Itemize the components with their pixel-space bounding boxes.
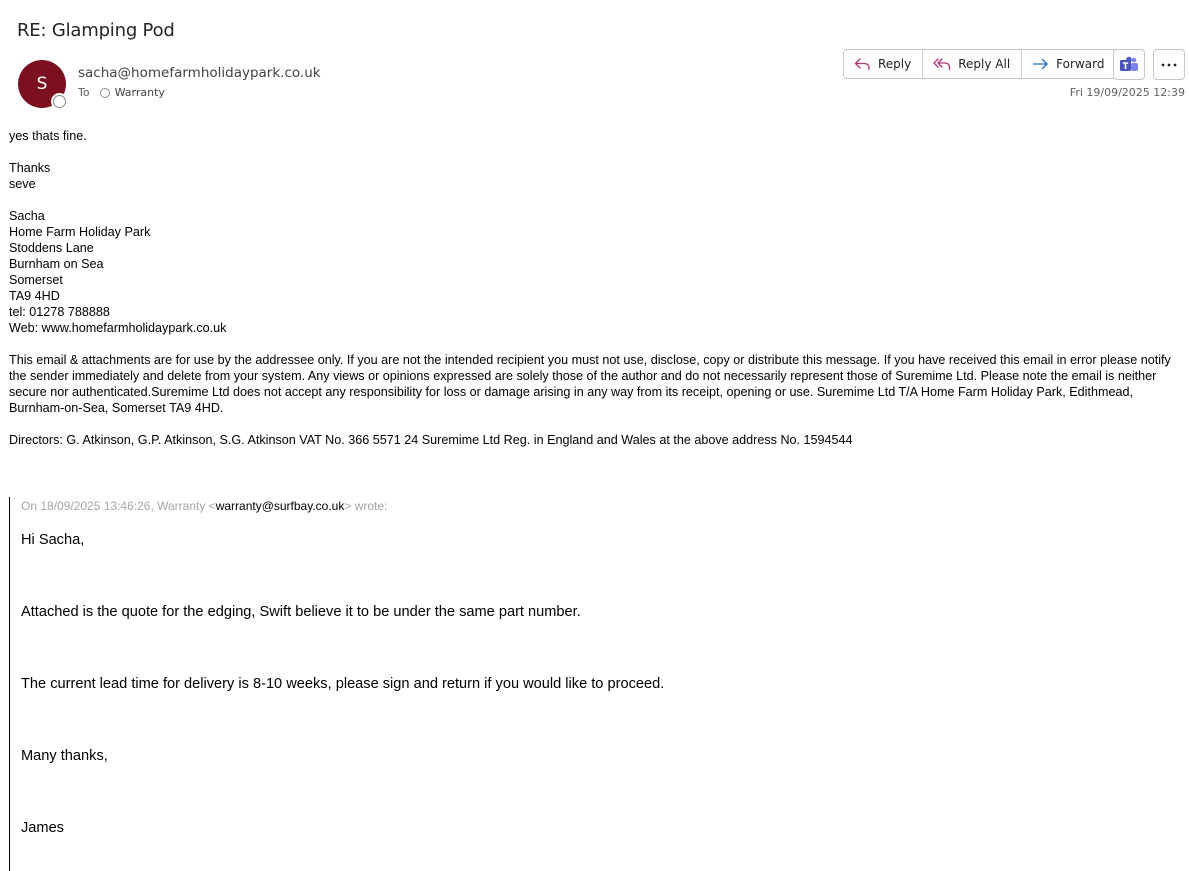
quoted-message [9,497,1184,871]
quote-signoff-name: James [21,820,64,836]
body-line: yes thats fine. [9,129,87,143]
reply-label: Reply [878,57,912,71]
quote-closing: Many thanks, [21,748,108,764]
recipient-presence-icon [100,88,110,98]
more-options-button[interactable] [1153,49,1185,80]
signature-line: TA9 4HD [9,289,60,303]
quote-header [21,499,1184,513]
forward-button[interactable] [1022,50,1115,78]
quote-paragraph: Attached is the quote for the edging, Swift believe it to be under the same part number. [21,604,581,620]
sender-address[interactable]: sacha@homefarmholidaypark.co.uk [78,65,321,81]
forward-icon [1032,57,1049,71]
signature-line: Home Farm Holiday Park [9,225,151,239]
quote-header-prefix: On 18/09/2025 13:46:26, Warranty < [21,499,216,513]
recipients-line [78,86,165,99]
quote-header-suffix: > wrote: [344,499,388,513]
quote-paragraph: The current lead time for delivery is 8-10 weeks, please sign and return if you would like to proceed. [21,676,665,692]
more-options-icon [1161,63,1177,67]
email-subject: RE: Glamping Pod [17,20,175,41]
received-date: Fri 19/09/2025 12:39 [1069,86,1185,99]
body-name: seve [9,177,36,191]
signature-line: Burnham on Sea [9,257,104,271]
reply-icon [854,57,871,71]
signature-line: Sacha [9,209,45,223]
quote-greeting: Hi Sacha, [21,532,85,548]
teams-icon [1119,56,1139,74]
signature-line: Web: www.homefarmholidaypark.co.uk [9,321,227,335]
reply-all-label: Reply All [958,57,1011,71]
recipient-name[interactable]: Warranty [114,86,165,99]
legal-disclaimer: This email & attachments are for use by the addressee only. If you are not the intended recipient you must not use, disclose, copy or distribute this message. If you have received this email in error please notify the sender immediately and delete from your system. Any views or opinions expressed are solely those of the author and do not necessarily represent those of Suremime Ltd. Please note the email is neither secure nor authenticated.Suremime Ltd does not accept any responsibility for loss or damage arising in any way from its receipt, opening or use. Suremime Ltd T/A Home Farm Holiday Park, Edithmead, Burnham-on-Sea, Somerset TA9 4HD. [9,353,1171,415]
signature-line: Somerset [9,273,63,287]
response-button-group [843,49,1116,79]
avatar-initial: S [36,74,48,94]
signature-line: Stoddens Lane [9,241,94,255]
reply-all-button[interactable] [923,50,1022,78]
to-label: To [78,86,90,99]
reply-all-icon [933,57,951,71]
reply-button[interactable] [844,50,923,78]
forward-label: Forward [1056,57,1105,71]
quote-header-email[interactable]: warranty@surfbay.co.uk [215,499,345,513]
presence-status-icon [53,95,66,108]
signature-line: tel: 01278 788888 [9,305,110,319]
body-thanks: Thanks [9,161,51,175]
teams-chat-button[interactable] [1113,49,1145,80]
message-body [9,128,1184,448]
directors-line: Directors: G. Atkinson, G.P. Atkinson, S.G. Atkinson VAT No. 366 5571 24 Suremime Ltd Reg. in England and Wales at the above address No. 1594544 [9,433,853,447]
